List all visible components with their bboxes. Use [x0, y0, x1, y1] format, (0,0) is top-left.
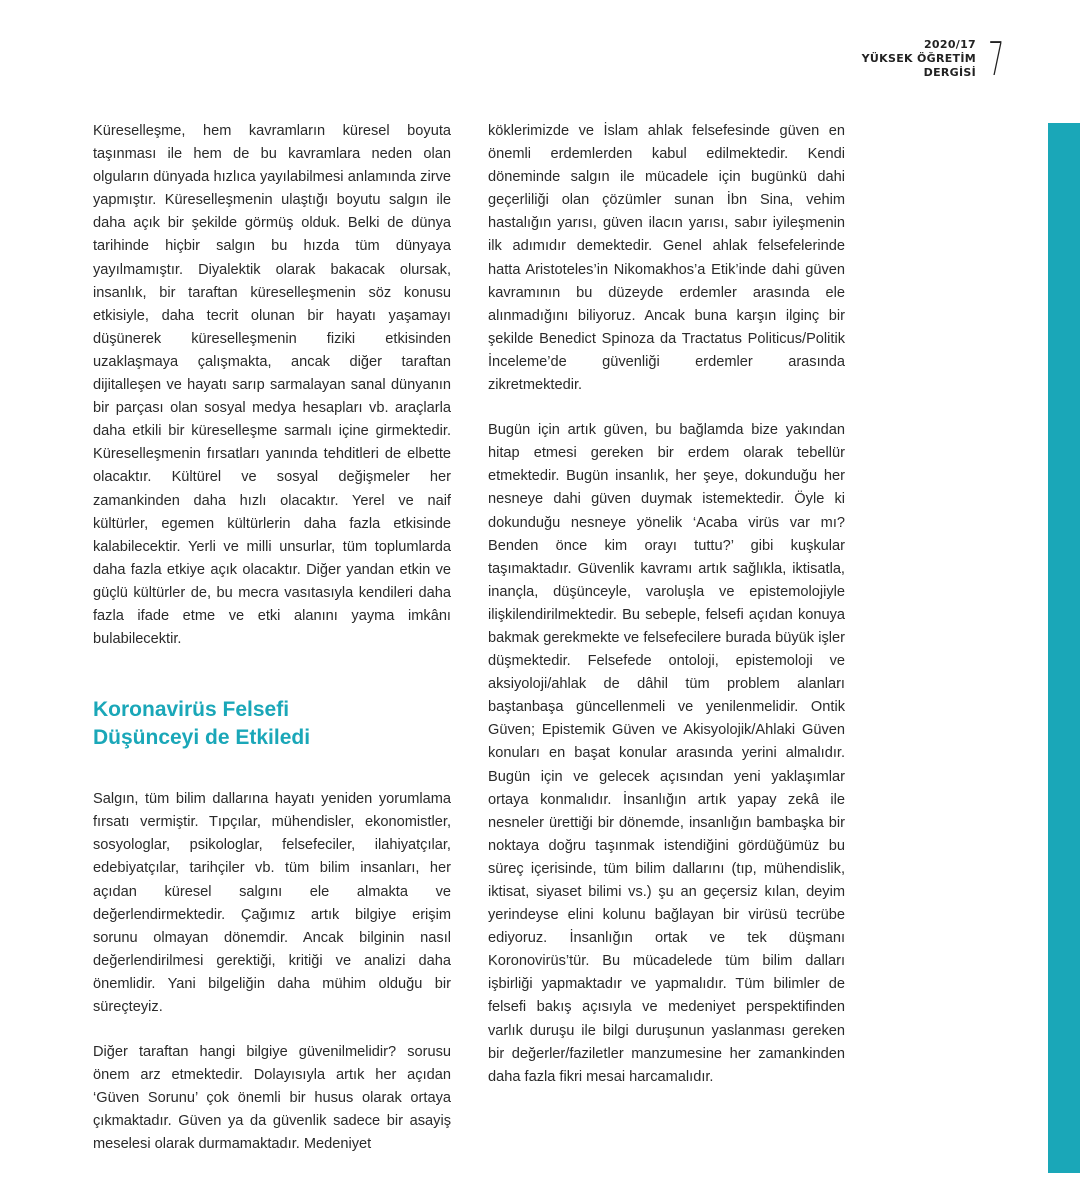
paragraph-trust-problem: Diğer taraftan hangi bilgiye güvenilmelidir? sorusu önem arz etmektedir. Dolayısıyla artık her açıdan ‘Güven Sorunu’ çok önemli bir husus olarak ortaya çıkmaktadır. Güven ya da güvenlik sadece bir asayiş meselesi olarak durmamaktadır. Medeniyet: [93, 1044, 451, 1153]
section-heading-line1: Koronavirüs Felsefi: [93, 698, 290, 722]
section-heading-line2: Düşünceyi de Etkiledi: [93, 726, 311, 750]
paragraph-trust-today: Bugün için artık güven, bu bağlamda bize yakından hitap etmesi gereken bir erdem olarak tebellür etmektedir. Bugün insanlık, her şeye, dokunduğu her nesneye dahi güven duymak istemektedir. Öyle ki dokunduğu nesneye yönelik ‘Acaba virüs var mı? Benden önce kim orayı tuttu?’ gibi kuşkular taşımaktadır. Güvenlik kavramı artık sağlıkla, iktisatla, inançla, düşünceyle, varoluşla ve epistemolojiyle ilişkilendirilmektedir. Bu sebeple, felsefi açıdan konuya bakmak gerekmekte ve felsefecilere burada büyük işler düşmektedir. Felsefede ontoloji, epistemoloji ve aksiyoloji/ahlak de dâhil tüm problem alanları baştanbaşa güncellenmeli ve yenilenmelidir. Ontik Güven; Epistemik Güven ve Akisyolojik/Ahlaki Güven konuları en başat konular arasında yerini almalıdır. Bugün için ve gelecek açısından yeni yaklaşımlar ortaya konmalıdır. İnsanlığın artık yapay zekâ ile nesneler ürettiği bir dönemde, insanlığın bambaşka bir noktaya doğru taşınmak istendiğini gördüğümüz bu süreç içerisinde, tüm bilim dallarını (tıp, mühendislik, iktisat, siyaset bilimi vs.) şu an geçersiz kılan, deyim yerindeyse elini kolunu bağlayan bir virüsü tecrübe ediyoruz. İnsanlığın ortak ve tek düşmanı Koronovirüs’tür. Bu mücadelede tüm bilim dalları işbirliği yapmaktadır ve yapmalıdır. Tüm bilimler de felsefi bakış açısıyla ve medeniyet perspektifinden varlık duruşu ile bilgi duruşunun yaslanması gereken bir değerler/faziletler manzumesine her zamankinden daha fazla fikri mesai harcamalıdır.: [488, 422, 845, 1085]
section-heading: [93, 696, 451, 752]
journal-title-line1: YÜKSEK ÖĞRETİM: [861, 52, 976, 65]
paragraph-globalization: Küreselleşme, hem kavramların küresel boyuta taşınması ile hem de bu kavramlara neden olan olguların dünyada hızlıca yayılabilmesi anlamında zirve yapmıştır. Küreselleşmenin ulaştığı boyutu salgın ile daha açık bir şekilde görmüş olduk. Belki de dünya tarihinde hiçbir salgın bu hızda tüm dünyaya yayılmamıştır. Diyalektik olarak bakacak olursak, insanlık, bir taraftan küreselleşmenin söz konusu etkisiyle, daha tecrit olunan bir hayatı yaşamayı düşünerek küreselleşmenin fiziki etkisinden uzaklaşmaya çalışmakta, ancak diğer taraftan dijitalleşen ve hayatı sarıp sarmalayan sanal dünyanın bir parçası olan sosyal medya hesapları vb. araçlarla daha etkili bir küreselleşme sarmalı içine girmektedir. Küreselleşmenin fırsatları yanında tehditleri de elbette olacaktır. Kültürel ve sosyal değişmeler her zamankinden daha hızlı olacaktır. Yerel ve naif kültürler, egemen kültürlerin daha fazla etkisinde kalabilecektir. Yerli ve milli unsurlar, tüm toplumlarda daha fazla etkiye açık olacaktır. Diğer yandan etkin ve güçlü kültürler de, bu mecra vasıtasıyla kendileri daha fazla ifade etme ve etki alanını yayma imkânı bulabilecektir.: [93, 123, 451, 648]
journal-masthead: [862, 38, 976, 80]
left-column: [93, 120, 451, 1179]
right-column: [488, 120, 845, 1111]
accent-side-bar: [1048, 123, 1080, 1173]
paragraph-pandemic-sciences: Salgın, tüm bilim dallarına hayatı yeniden yorumlama fırsatı vermiştir. Tıpçılar, mühendisler, ekonomistler, sosyologlar, psikologlar, felsefeciler, ilahiyatçılar, edebiyatçılar, tarihçiler vb. tüm bilim insanları, her açıdan küresel salgını ele almakta ve değerlendirmektedir. Çağımız artık bilgiye erişim sorunu olmayan dönemdir. Ancak bilginin nasıl değerlendirilmesi gerektiği, kritiği ve analizi daha önemlidir. Yani bilgeliğin daha mühim olduğu bir süreçteyiz.: [93, 791, 451, 1015]
journal-title-line2: DERGİSİ: [923, 66, 976, 79]
issue-number: 2020/17: [923, 38, 976, 51]
paragraph-trust-virtue: köklerimizde ve İslam ahlak felsefesinde güven en önemli erdemlerden kabul edilmektedir. Kendi döneminde salgın ile mücadele için bugünkü dahi geçerliliği olan çözümler sunan İbn Sina, vehim hastalığın yarısı, güven ilacın yarısı, sabır iyileşmenin ilk adımıdır demektedir. Genel ahlak felsefelerinde hatta Aristoteles’in Nikomakhos’a Etik’inde dahi güven kavramının bu düzeyde erdemler arasında ele alınmadığını biliyoruz. Ancak buna karşın ilginç bir şekilde Benedict Spinoza da Tractatus Politicus/Politik İnceleme’de güvenliği erdemler arasında zikretmektedir.: [488, 123, 845, 394]
page-number: 7: [987, 32, 1004, 86]
